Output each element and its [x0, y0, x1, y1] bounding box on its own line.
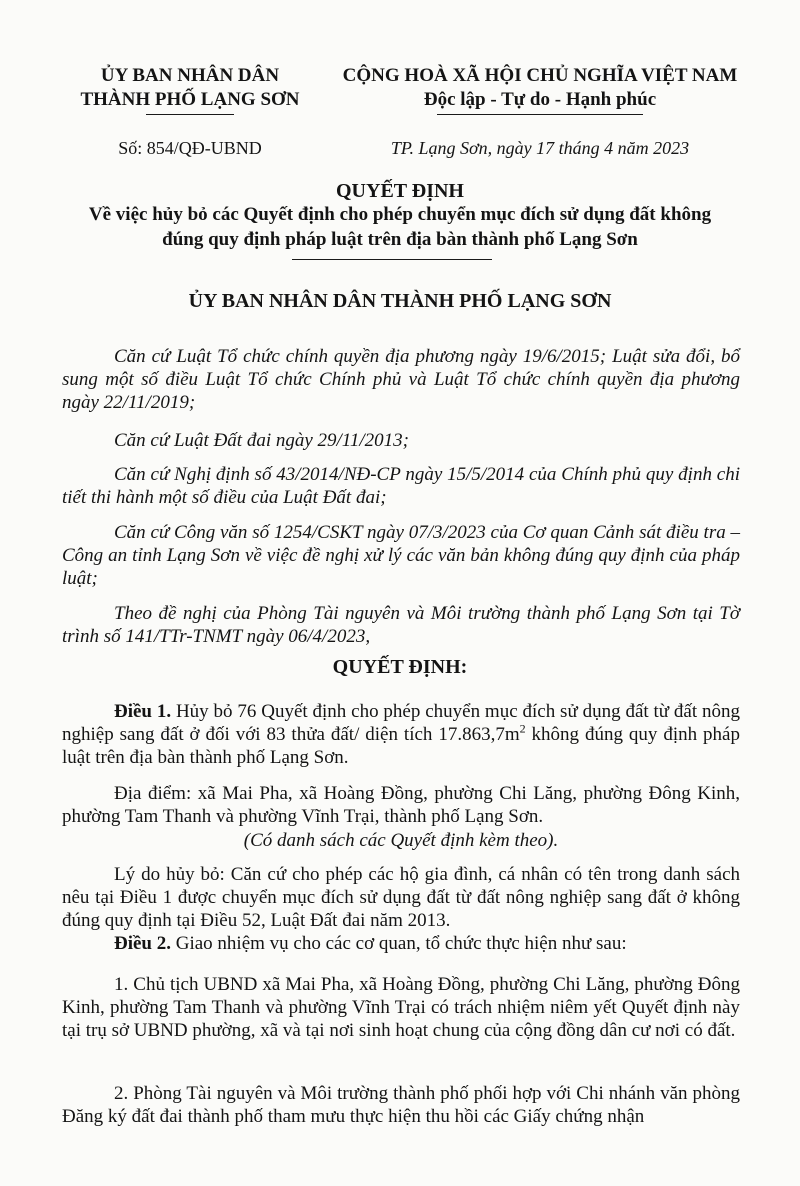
nation-line-1: CỘNG HOÀ XÃ HỘI CHỦ NGHĨA VIỆT NAM — [342, 65, 738, 86]
article-1-text-end: không đúng quy định pháp luật trên địa bàn thành phố Lạng Sơn. — [62, 724, 740, 768]
agency-underline — [146, 114, 234, 115]
legal-basis-5: Theo đề nghị của Phòng Tài nguyên và Môi trường thành phố Lạng Sơn tại Tờ trình số 141/TTr-TNMT ngày 06/4/2023, — [62, 603, 740, 647]
article-2-label: Điều 2. — [114, 933, 171, 954]
legal-basis-1: Căn cứ Luật Tổ chức chính quyền địa phương ngày 19/6/2015; Luật sửa đổi, bổ sung một số điều Luật Tổ chức Chính phủ và Luật Tổ chức chính quyền địa phương ngày 22/11/2019; — [62, 346, 740, 413]
legal-basis-4: Căn cứ Công văn số 1254/CSKT ngày 07/3/2023 của Cơ quan Cảnh sát điều tra – Công an tỉnh Lạng Sơn về việc đề nghị xử lý các văn bản không đúng quy định của pháp luật; — [62, 522, 740, 589]
motto-underline — [437, 114, 643, 115]
article-1-location: Địa điểm: xã Mai Pha, xã Hoàng Đồng, phường Chi Lăng, phường Đông Kinh, phường Tam Thanh và phường Vĩnh Trại, thành phố Lạng Sơn. — [62, 783, 740, 827]
document-number: Số: 854/QĐ-UBND — [118, 138, 262, 158]
subject-line-1: Về việc hủy bỏ các Quyết định cho phép chuyển mục đích sử dụng đất không — [88, 204, 712, 225]
document-title: QUYẾT ĐỊNH — [336, 180, 464, 202]
agency-line-1: ỦY BAN NHÂN DÂN — [100, 65, 280, 86]
decision-heading: QUYẾT ĐỊNH: — [332, 656, 468, 678]
title-underline — [292, 259, 492, 260]
article-1-label: Điều 1. — [114, 701, 172, 722]
nation-motto: Độc lập - Tự do - Hạnh phúc — [423, 89, 657, 110]
legal-basis-3: Căn cứ Nghị định số 43/2014/NĐ-CP ngày 15/5/2014 của Chính phủ quy định chi tiết thi hành một số điều của Luật Đất đai; — [62, 464, 740, 508]
area-unit-superscript: 2 — [519, 721, 526, 736]
article-2 — [62, 932, 740, 955]
agency-line-2: THÀNH PHỐ LẠNG SƠN — [80, 89, 300, 110]
place-and-date: TP. Lạng Sơn, ngày 17 tháng 4 năm 2023 — [390, 138, 690, 158]
article-2-item-2: 2. Phòng Tài nguyên và Môi trường thành phố phối hợp với Chi nhánh văn phòng Đăng ký đất đai thành phố tham mưu thực hiện thu hồi các Giấy chứng nhận — [62, 1083, 740, 1127]
attachment-note: (Có danh sách các Quyết định kèm theo). — [243, 830, 559, 851]
article-2-text: Giao nhiệm vụ cho các cơ quan, tổ chức thực hiện như sau: — [171, 933, 627, 954]
subject-line-2: đúng quy định pháp luật trên địa bàn thành phố Lạng Sơn — [162, 229, 638, 250]
cancellation-reason: Lý do hủy bỏ: Căn cứ cho phép các hộ gia đình, cá nhân có tên trong danh sách nêu tại Điều 1 được chuyển mục đích sử dụng đất từ đất nông nghiệp sang đất ở không đúng quy định tại Điều 52, Luật Đất đai năm 2013. — [62, 864, 740, 931]
article-1 — [62, 700, 740, 769]
article-1-text: Hủy bỏ 76 Quyết định cho phép chuyển mục đích sử dụng đất từ đất nông nghiệp sang đất ở đối với 83 thửa đất/ diện tích 17.863,7m — [62, 701, 740, 745]
issuing-authority: ỦY BAN NHÂN DÂN THÀNH PHỐ LẠNG SƠN — [188, 290, 612, 312]
legal-basis-2: Căn cứ Luật Đất đai ngày 29/11/2013; — [114, 430, 410, 451]
article-2-item-1: 1. Chủ tịch UBND xã Mai Pha, xã Hoàng Đồng, phường Chi Lăng, phường Đông Kinh, phường Tam Thanh và phường Vĩnh Trại có trách nhiệm niêm yết Quyết định này tại trụ sở UBND phường, xã và tại nơi sinh hoạt chung của cộng đồng dân cư nơi có đất. — [62, 974, 740, 1041]
